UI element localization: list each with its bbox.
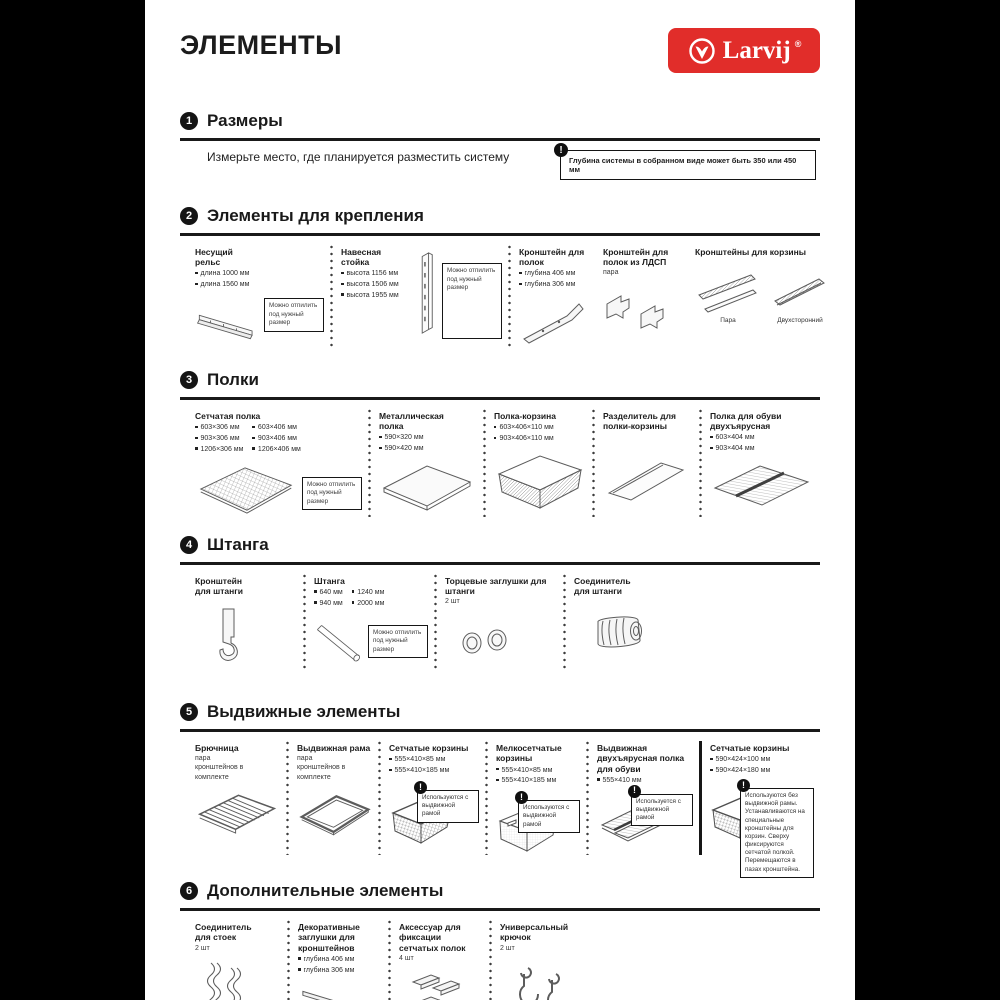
item-card [289,741,378,855]
item-size: 903×404 мм [710,444,814,455]
section-title: Элементы для крепления [207,206,424,225]
item-size: 1240 мм [352,588,385,599]
trouser-rack-icon [195,789,280,845]
basket-bracket-pair-icon [695,269,761,315]
item-card [306,574,434,672]
item-size: 2000 мм [352,599,385,610]
section-header [180,881,820,911]
item-size: глубина 406 мм [298,955,382,966]
item-name: Аксессуар для фиксации сетчатых полок [399,922,466,953]
section-title: Размеры [207,111,283,130]
section-number-badge: 6 [180,882,198,900]
section-header [180,206,820,236]
registered-mark: ® [794,38,802,49]
item-card [488,741,586,855]
item-size: 603×404 мм [710,433,814,444]
section-header [180,370,820,400]
item-card [180,409,368,517]
section-number-badge: 1 [180,112,198,130]
item-name: Соединитель для стоек [195,922,252,943]
section-shelves [180,370,820,517]
item-subtext: 4 шт [399,954,414,962]
item-size: 940 мм [314,599,343,610]
page-header [180,30,820,73]
section-title: Выдвижные элементы [207,702,401,722]
divider-icon [603,453,691,501]
item-card [595,245,687,350]
item-subtext: 2 шт [445,598,460,606]
shelf-bracket-icon [519,298,589,344]
item-card [371,409,483,517]
item-card [391,920,489,1000]
alert-icon: ! [628,785,641,798]
section-header [180,535,820,565]
item-size: 903×406×110 мм [494,434,586,445]
section-header [180,111,820,141]
section-number-badge: 4 [180,536,198,554]
item-name: Универсальный крючок [500,922,569,943]
item-size: высота 1506 мм [341,280,410,291]
decorative-caps-icon [298,983,382,1000]
item-name: Сетчатая полка [195,411,261,422]
section-pullout [180,702,820,873]
item-size: 555×410×185 мм [389,766,479,777]
item-size: 590×424×100 мм [710,755,814,766]
metal-shelf-icon [379,462,475,514]
figure-caption: Пара [720,317,736,325]
item-size: 640 мм [314,588,343,599]
section-number-badge: 3 [180,371,198,389]
usage-note-box [417,781,479,823]
item-size: 603×406×110 мм [494,423,586,434]
usage-note-text: Используется с выдвижной рамой [636,797,681,821]
item-card [702,409,820,517]
item-size: 903×406 мм [252,434,300,445]
item-card [589,741,699,855]
shelf-fixing-accessory-icon [407,970,469,1000]
item-size: 1206×306 мм [195,445,243,456]
hanging-upright-icon [414,247,438,339]
item-subtext: 2 шт [500,944,515,952]
item-size: 603×306 мм [195,423,243,434]
item-size: 555×410×185 мм [496,776,580,787]
section-additional [180,881,820,1000]
item-size: 590×420 мм [379,444,477,455]
brand-mark-icon [687,36,717,66]
mesh-shelf-icon [195,463,297,517]
usage-note-text: Используются с выдвижной рамой [523,804,570,828]
universal-hook-icon [506,960,582,1000]
alert-icon: ! [737,779,750,792]
rod-icon [314,617,363,671]
usage-note-box [740,779,814,878]
item-subtext: 2 шт [195,944,210,952]
item-size: 555×410 мм [597,776,693,787]
item-size: 555×410×85 мм [496,766,580,777]
figure-caption: Двухсторонний [777,317,823,325]
item-name: Выдвижная двухъярусная полка для обуви [597,743,685,774]
item-size: глубина 306 мм [519,280,589,291]
depth-note-text: Глубина системы в собранном виде может быть 350 или 450 мм [569,156,797,174]
item-card [381,741,485,855]
intro-text: Измерьте место, где планируется разместить систему [207,150,510,164]
depth-note-box [559,144,816,180]
item-name: Полка для обуви двухъярусная [710,411,782,432]
item-name: Декоративные заглушки для кронштейнов [298,922,360,953]
item-card [290,920,388,1000]
end-caps-icon [455,622,517,660]
item-name: Кронштейн для полок [519,247,585,268]
item-name: Сетчатые корзины [710,743,790,754]
cut-note: Можно отпилить под нужный размер [302,477,362,511]
wall-rail-icon [195,298,259,350]
item-card [511,245,595,350]
item-size: глубина 406 мм [519,269,589,280]
section-header [180,702,820,732]
basket-bracket-double-icon [771,269,829,315]
item-name: Несущий рельс [195,247,233,268]
usage-note-text: Используются без выдвижной рамы. Устанавливаются на специальные кронштейны для корзин. Сверху фиксируются сетчатой полкой. Перемещаются в пазах кронштейна. [745,792,805,873]
item-name: Кронштейны для корзины [695,247,807,257]
item-card [180,741,286,855]
item-name: Соединитель для штанги [574,575,631,596]
document-page [145,0,855,1000]
item-name: Полка-корзина [493,411,556,422]
item-size: высота 1955 мм [341,291,410,302]
item-card [687,245,835,350]
item-card [180,245,330,350]
item-card [437,574,563,672]
usage-note-box [518,791,580,833]
item-name: Кронштейн для полок из ЛДСП [603,247,669,268]
item-size: глубина 306 мм [298,966,382,977]
item-card [566,574,820,672]
item-card [702,741,820,873]
alert-icon: ! [554,143,568,157]
item-card [492,920,820,1000]
post-connector-icon [199,960,251,1000]
item-name: Навесная стойка [341,247,382,268]
pullout-frame-icon [297,789,372,843]
alert-icon: ! [414,781,427,794]
section-number-badge: 5 [180,703,198,721]
item-card [180,920,287,1000]
item-size: длина 1560 мм [195,280,324,291]
chipboard-bracket-icon [603,284,681,330]
item-size: 603×406 мм [252,423,300,434]
item-subtext: пара [603,269,619,277]
item-name: Торцевые заглушки для штанги [445,575,547,596]
section-title: Штанга [207,534,269,554]
section-rod [180,535,820,672]
usage-note-text: Используются с выдвижной рамой [422,794,469,818]
item-size: 590×320 мм [379,433,477,444]
item-size: длина 1000 мм [195,269,324,280]
item-name: Выдвижная рама [297,743,371,754]
usage-note-box [631,785,693,827]
item-card [333,245,508,350]
section-dimensions [180,111,820,180]
item-size: 1206×406 мм [252,445,300,456]
item-size: 555×410×85 мм [389,755,479,766]
item-name: Мелкосетчатые корзины [496,743,562,764]
rod-connector-icon [586,610,650,652]
section-title: Полки [207,370,259,390]
basket-shelf-icon [494,452,586,510]
item-size: 903×306 мм [195,434,243,445]
item-card [595,409,699,517]
alert-icon: ! [515,791,528,804]
item-size: 590×424×180 мм [710,766,814,777]
cut-note: Можно отпилить под нужный размер [442,263,502,339]
section-mounting [180,206,823,350]
cut-note: Можно отпилить под нужный размер [368,625,428,659]
section-number-badge: 2 [180,207,198,225]
rod-bracket-icon [209,606,249,672]
item-subtext: пара кронштейнов в комплекте [297,755,346,781]
page-title: ЭЛЕМЕНТЫ [180,30,343,60]
item-name: Разделитель для полки-корзины [602,411,676,432]
item-card [180,574,303,672]
item-subtext: пара кронштейнов в комплекте [195,755,244,781]
shoe-shelf-icon [710,462,814,508]
item-card [486,409,592,517]
item-name: Кронштейн для штанги [195,575,243,596]
item-name: Брючница [195,743,239,754]
item-size: высота 1156 мм [341,269,410,280]
item-name: Сетчатые корзины [389,743,469,754]
brand-name: Larvij [722,37,791,64]
item-name: Металлическая полка [379,411,444,432]
item-name: Штанга [314,575,345,586]
section-title: Дополнительные элементы [207,881,444,901]
cut-note: Можно отпилить под нужный размер [264,298,324,332]
brand-logo [668,28,820,73]
